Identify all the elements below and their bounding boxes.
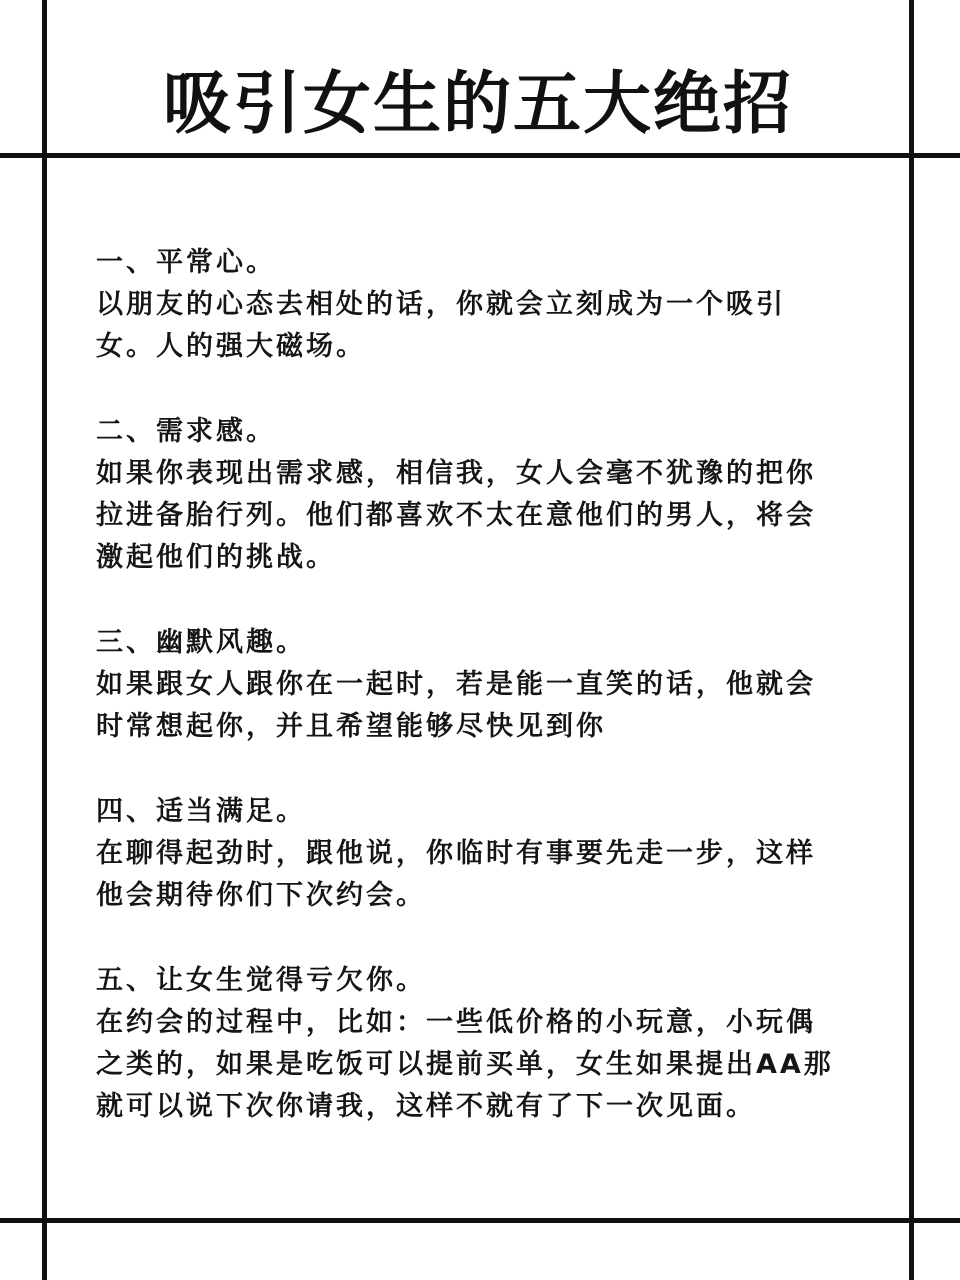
section-heading: 一、平常心。 (96, 247, 276, 278)
paragraph-line: 时常想起你，并且希望能够尽快见到你 (96, 711, 606, 742)
paragraph-line: 之类的，如果是吃饭可以提前买单，女生如果提出AA那 (96, 1049, 834, 1080)
section-heading: 五、让女生觉得亏欠你。 (96, 965, 426, 996)
section-5 (96, 960, 856, 1128)
frame-right-border (909, 0, 914, 1280)
paragraph-line: 在约会的过程中，比如：一些低价格的小玩意，小玩偶 (96, 1007, 816, 1038)
section-heading: 四、适当满足。 (96, 796, 306, 827)
title-divider (0, 153, 960, 158)
section-4 (96, 791, 856, 917)
section-2 (96, 411, 856, 579)
paragraph-line: 他会期待你们下次约会。 (96, 880, 426, 911)
section-heading: 三、幽默风趣。 (96, 627, 306, 658)
paragraph-line: 拉进备胎行列。他们都喜欢不太在意他们的男人，将会 (96, 500, 816, 531)
paragraph-line: 在聊得起劲时，跟他说，你临时有事要先走一步，这样 (96, 838, 816, 869)
page-title: 吸引女生的五大绝招 (162, 64, 793, 144)
article-body (96, 242, 856, 1171)
section-1 (96, 242, 856, 368)
paragraph-line: 如果跟女人跟你在一起时，若是能一直笑的话，他就会 (96, 669, 816, 700)
paragraph-line: 以朋友的心态去相处的话，你就会立刻成为一个吸引 (96, 289, 786, 320)
section-heading: 二、需求感。 (96, 416, 276, 447)
paragraph-line: 如果你表现出需求感，相信我，女人会毫不犹豫的把你 (96, 458, 816, 489)
frame-left-border (42, 0, 47, 1280)
paragraph-line: 就可以说下次你请我，这样不就有了下一次见面。 (96, 1091, 756, 1122)
paragraph-line: 激起他们的挑战。 (96, 542, 336, 573)
paragraph-line: 女。人的强大磁场。 (96, 331, 366, 362)
section-3 (96, 622, 856, 748)
bottom-divider (0, 1218, 960, 1223)
